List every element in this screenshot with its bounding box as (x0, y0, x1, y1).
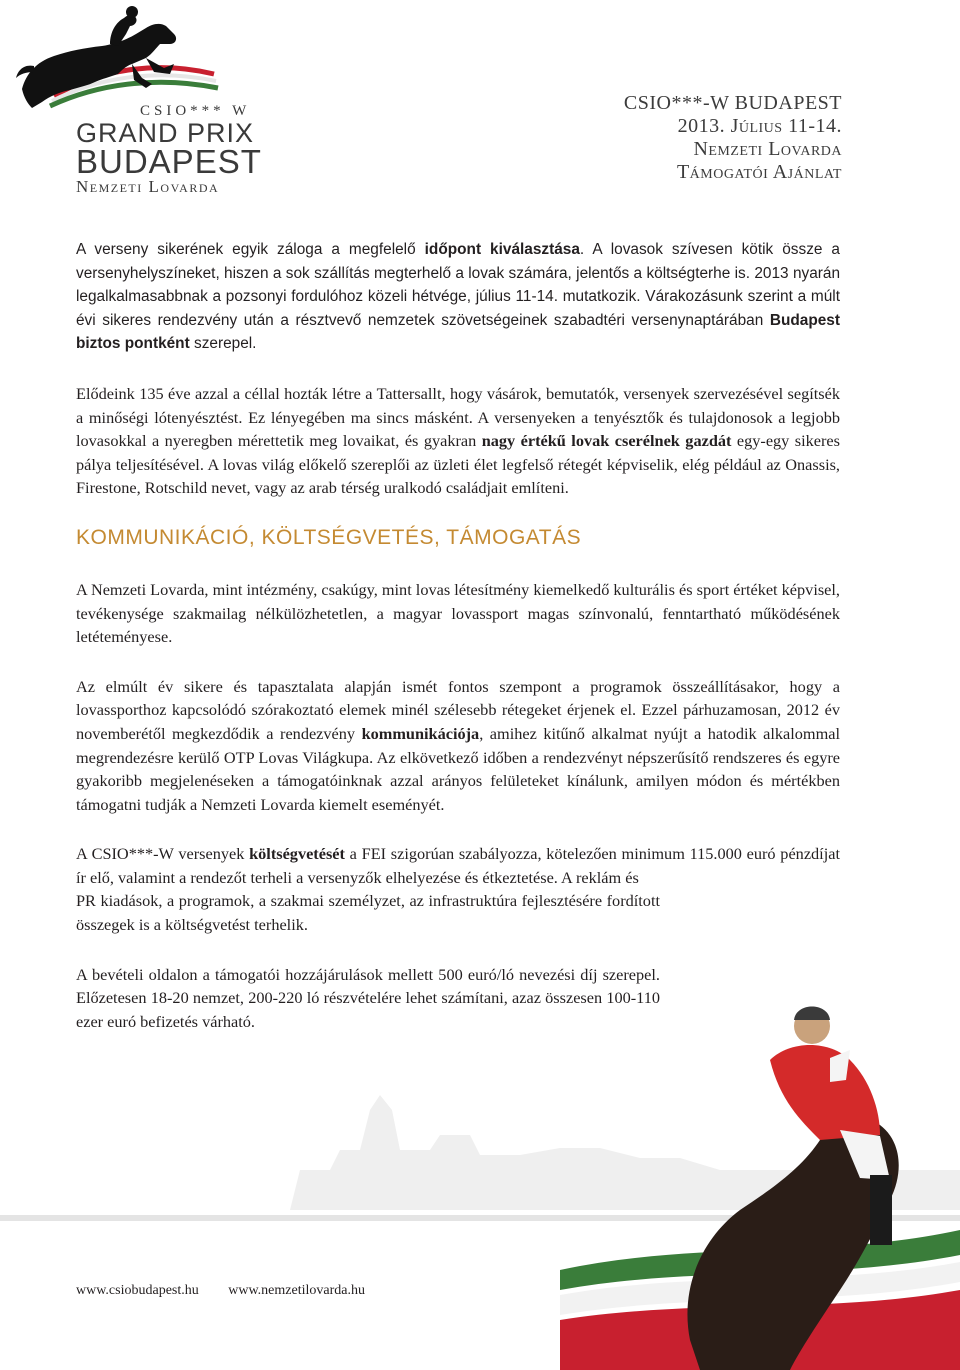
p1-bold-1: időpont kiválasztása (424, 241, 580, 258)
paragraph-revenue: A bevételi oldalon a támogatói hozzájárulások mellett 500 euró/ló nevezési díj szerepel. Előzetesen 18-20 nemzet, 200-220 ló részvételére lehet számítani, azaz összesen 100-110 ezer euró befizetés várható. (76, 964, 660, 1031)
logo-csio-text: CSIO*** W (140, 103, 251, 119)
horse-jumper-logo-icon (14, 4, 254, 114)
p1-text-3: szerepel. (189, 335, 257, 353)
p1-text-1: A verseny sikerének egyik záloga a megfelelő (76, 241, 425, 258)
p4-bold-1: kommunikációja (361, 723, 480, 743)
event-logo (14, 4, 262, 196)
section-heading: KOMMUNIKÁCIÓ, KÖLTSÉGVETÉS, TÁMOGATÁS (76, 525, 582, 549)
p4-text-2: , amihez kitűnő alkalmat nyújt a hatodik alkalommal megrendezésre kerülő OTP Lovas Világkupa. Az elkövetkező időben a rendezvényt népszerűsítő rendszeres és egyre gyakoribb megjelenéseken a támogatóinknak azzal arányos felületeket kínálunk, amilyen módon és mértékben támogatni tudják a Nemzeti Lovarda kiemelt eseményét. (76, 723, 841, 814)
logo-budapest-text: BUDAPEST (76, 143, 262, 180)
paragraph-communication (76, 675, 840, 817)
p5-bold-1: költségvetését (249, 844, 345, 864)
header-doc-type: Támogatói Ajánlat (676, 161, 842, 183)
p2-text-2: egy-egy sikeres pálya teljesítésével. A lovas világ előkelő szereplői az üzleti élet legfelső rétegét képviselik, elég például az Onassis, Firestone, Rotschild nevet, vagy az arab térség uralkodó családjait említeni. (76, 431, 840, 498)
paragraph-institution: A Nemzeti Lovarda, mint intézmény, csakúgy, mint lovas létesítmény kiemelkedő kulturális és sport értéket képvisel, tevékenysége szakmailag nélkülözhetetlen, a magyar lovassport magas színvonalú, fenntartható működésének letéteményese. (76, 579, 840, 647)
p1-bold-2: Budapest biztos pontként (76, 311, 840, 353)
p5-text-1: A CSIO***-W versenyek (76, 844, 250, 864)
document-header (624, 92, 842, 184)
p5-text-3: PR kiadások, a programok, a szakmai személyzet, az infrastruktúra fejlesztésére fordított összegek is a költségvetést terhelik. (76, 891, 660, 935)
paragraph-timing (76, 238, 840, 356)
paragraph-budget (76, 842, 840, 936)
p1-text-2: . A lovasok szívesen kötik össze a versenyhelyszíneket, hiszen a sok szállítás megterhelő a lovak számára, jelentős a költségterhe is. 2013 nyarán legalkalmasabbnak a pozsonyi fordulóhoz közeli hétvége, július 11-14. mutatkozik. Várakozásunk szerint a múlt évi sikeres rendezvény után a résztvevő nemzetek szövetségeinek szabadtéri versenynaptárában (76, 241, 840, 329)
footer-links (76, 1283, 391, 1299)
p4-text-1: Az elmúlt év sikere és tapasztalata alapján ismét fontos szempont a programok összeállításakor, hogy a lovassporthoz kapcsolódó szórakoztató elemek minél szélesebb rétegeket érjenek el. Ezzel párhuzamosan, 2012 év novemberétől megkezdődik a rendezvény (76, 676, 840, 743)
p2-text-1: Elődeink 135 éve azzal a céllal hozták létre a Tattersallt, hogy vásárok, bemutatók, versenyek szervezésével segítsék a minőségi lótenyésztést. Ez lényegében ma sincs másként. A versenyeken a tenyésztők és tulajdonosok a legjobb lovasokkal a nyeregben mérettetik meg lovaikat, és gyakran (76, 383, 840, 451)
footer-link-csiobudapest[interactable]: www.csiobudapest.hu (76, 1283, 199, 1298)
header-date: 2013. Július 11-14. (677, 115, 842, 137)
footer-link-nemzetilovarda[interactable]: www.nemzetilovarda.hu (228, 1283, 365, 1298)
document-body (76, 238, 840, 1059)
header-venue: Nemzeti Lovarda (693, 138, 842, 160)
p2-bold-1: nagy értékű lovak cserélnek gazdát (481, 431, 732, 451)
logo-venue-text: Nemzeti Lovarda (76, 177, 220, 196)
paragraph-history (76, 382, 840, 500)
logo-grand-prix-text: GRAND PRIX (76, 118, 255, 148)
p5-text-2: a FEI szigorúan szabályozza, kötelezően minimum 115.000 euró pénzdíjat ír elő, valamint a rendezőt terheli a versenyzők elhelyezése és étkeztetése. A reklám és (76, 844, 840, 887)
header-event-title: CSIO***-W BUDAPEST (623, 92, 842, 114)
